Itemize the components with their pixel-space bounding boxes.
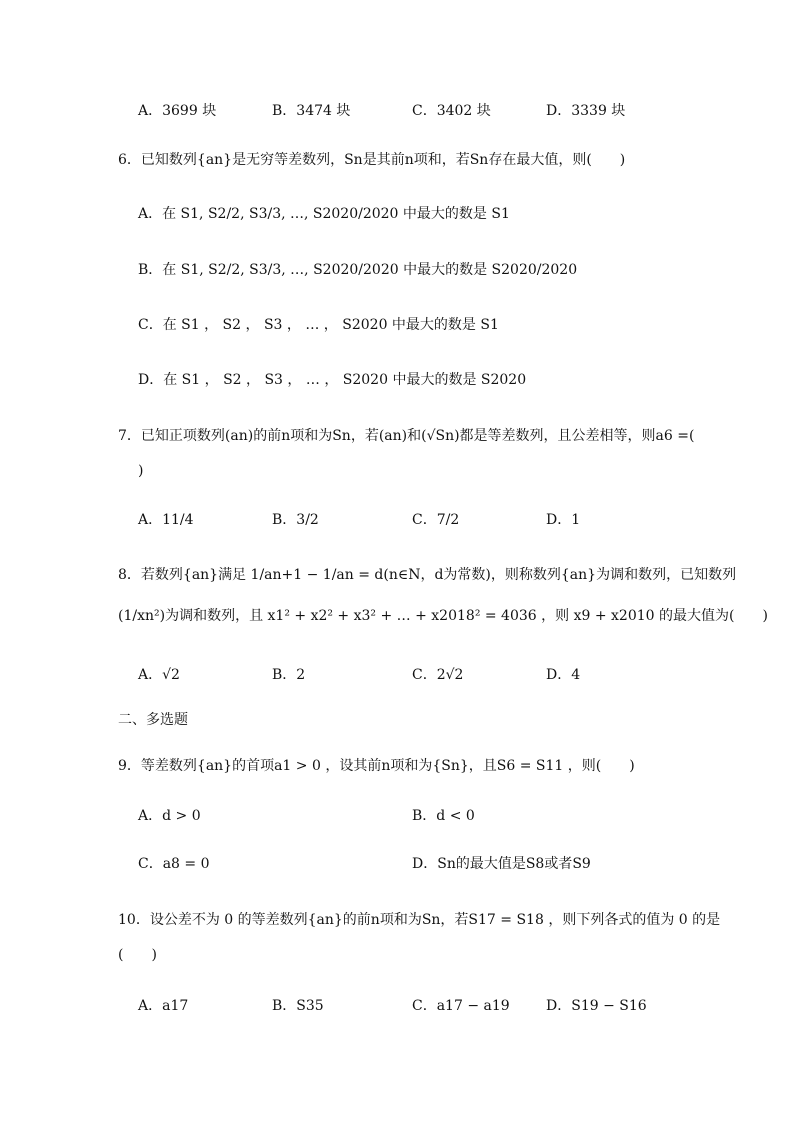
q7-stem: 7．已知正项数列(an)的前n项和为Sn，若(an)和(√Sn)都是等差数列，且公差相等，则a6 =( (118, 428, 695, 444)
q8-option-c: C．2√2 (412, 667, 464, 683)
q8-stem-2: (1/xn²)为调和数列，且 x1² + x2² + x3² + … + x2018² = 4036 ，则 x9 + x2010 的最大值为( ) (118, 608, 768, 624)
q5-option-a: A．3699 块 (138, 103, 217, 119)
q5-option-d: D．3339 块 (546, 103, 626, 119)
q9-option-c: C．a8 = 0 (138, 856, 210, 872)
q10-stem: 10．设公差不为 0 的等差数列{an}的前n项和为Sn，若S17 = S18 ，则下列各式的值为 0 的是 (118, 912, 721, 928)
q6-option-c: C．在 S1 ， S2 ， S3 ， … ， S2020 中最大的数是 S1 (138, 317, 499, 333)
q8-option-d: D．4 (546, 667, 581, 683)
q7-option-b: B．3/2 (272, 512, 319, 528)
q10-option-a: A．a17 (138, 998, 189, 1014)
section-heading: 二、多选题 (118, 712, 188, 728)
q5-option-c: C．3402 块 (412, 103, 491, 119)
q9-option-a: A．d > 0 (138, 808, 201, 824)
q10-option-c: C．a17 − a19 (412, 998, 510, 1014)
q10-option-b: B．S35 (272, 998, 324, 1014)
q7-option-c: C．7/2 (412, 512, 460, 528)
q7-option-a: A．11/4 (138, 512, 194, 528)
q10-stem-2: ( ) (118, 947, 157, 963)
q10-option-d: D．S19 − S16 (546, 998, 647, 1014)
q8-option-b: B．2 (272, 667, 306, 683)
q7-option-d: D．1 (546, 512, 581, 528)
q8-stem: 8．若数列{an}满足 1/an+1 − 1/an = d(n∈N，d为常数)，则称数列{an}为调和数列，已知数列 (118, 567, 737, 583)
q6-option-d: D．在 S1 ， S2 ， S3 ， … ， S2020 中最大的数是 S2020 (138, 372, 527, 388)
q6-option-b: B．在 S1, S2/2, S3/3, …, S2020/2020 中最大的数是 S2020/2020 (138, 262, 578, 278)
q9-stem: 9．等差数列{an}的首项a1 > 0 ，设其前n项和为{Sn}，且S6 = S11 ，则( ) (118, 758, 635, 774)
q9-option-b: B．d < 0 (412, 808, 475, 824)
q7-stem-end: ) (138, 463, 144, 479)
q8-option-a: A．√2 (138, 667, 180, 683)
q5-option-b: B．3474 块 (272, 103, 351, 119)
q6-option-a: A．在 S1, S2/2, S3/3, …, S2020/2020 中最大的数是 S1 (138, 206, 510, 222)
q6-stem: 6．已知数列{an}是无穷等差数列，Sn是其前n项和，若Sn存在最大值，则( ) (118, 152, 626, 168)
q9-option-d: D．Sn的最大值是S8或者S9 (412, 856, 591, 872)
